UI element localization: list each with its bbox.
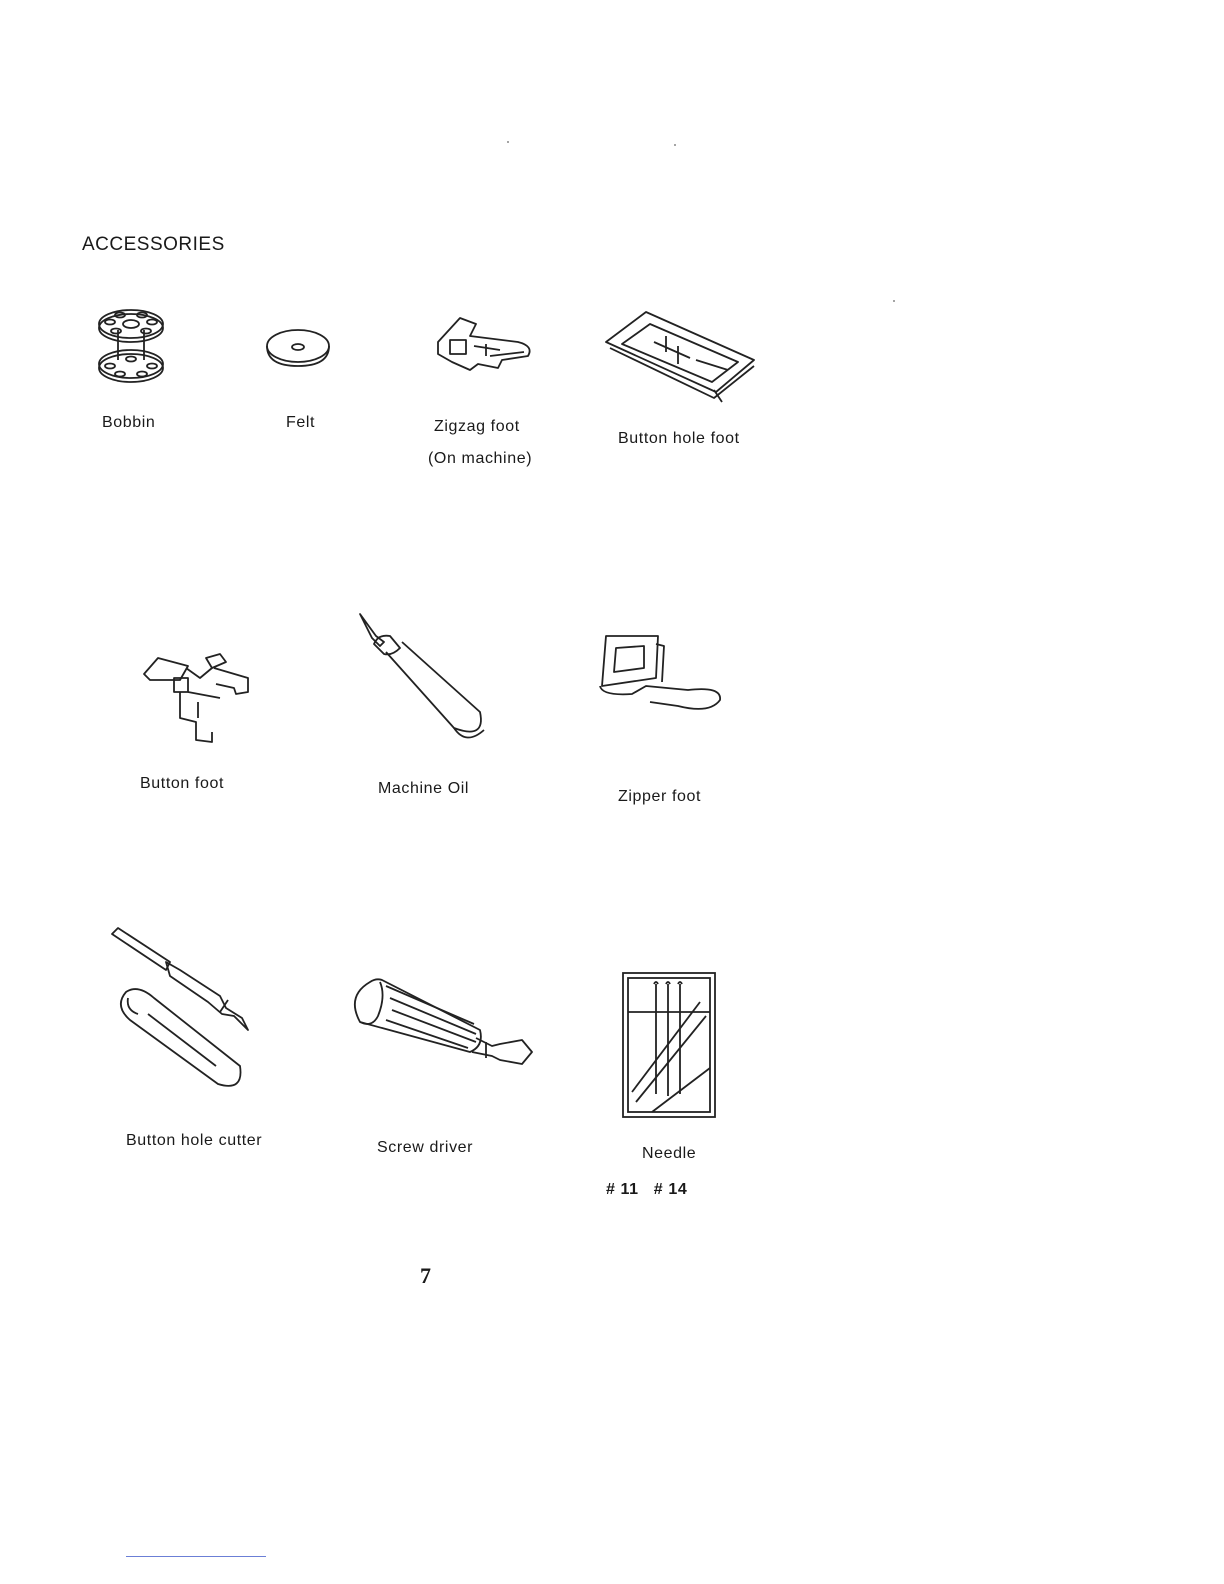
bottom-rule (126, 1556, 266, 1557)
accessory-label: Machine Oil (378, 780, 470, 797)
accessory-label: Screw driver (377, 1139, 474, 1156)
scan-speck (674, 144, 676, 146)
accessory-label: Zipper foot (618, 788, 702, 805)
accessory-label: Needle (642, 1145, 697, 1162)
button-hole-cutter-icon (108, 926, 254, 1086)
accessory-label: Zigzag foot (434, 418, 520, 435)
felt-icon (264, 326, 334, 370)
accessory-label: Bobbin (102, 414, 156, 431)
accessory-note: (On machine) (428, 450, 533, 467)
button-hole-foot-icon (604, 306, 758, 402)
accessory-label: Button hole foot (618, 430, 740, 447)
button-foot-icon (140, 648, 254, 744)
page-number: 7 (420, 1263, 431, 1288)
accessory-label: Felt (286, 414, 316, 431)
accessory-label: Button foot (140, 775, 224, 792)
needle-sizes: # 11 # 14 (606, 1181, 688, 1198)
bobbin-icon (96, 304, 166, 386)
scan-speck (507, 141, 509, 143)
section-title: ACCESSORIES (82, 234, 225, 255)
scan-speck (893, 300, 895, 302)
accessory-label: Button hole cutter (126, 1132, 263, 1149)
zigzag-foot-icon (430, 312, 536, 378)
machine-oil-icon (356, 612, 490, 750)
screw-driver-icon (352, 976, 534, 1068)
needle-icon (622, 972, 716, 1118)
zipper-foot-icon (598, 630, 726, 714)
